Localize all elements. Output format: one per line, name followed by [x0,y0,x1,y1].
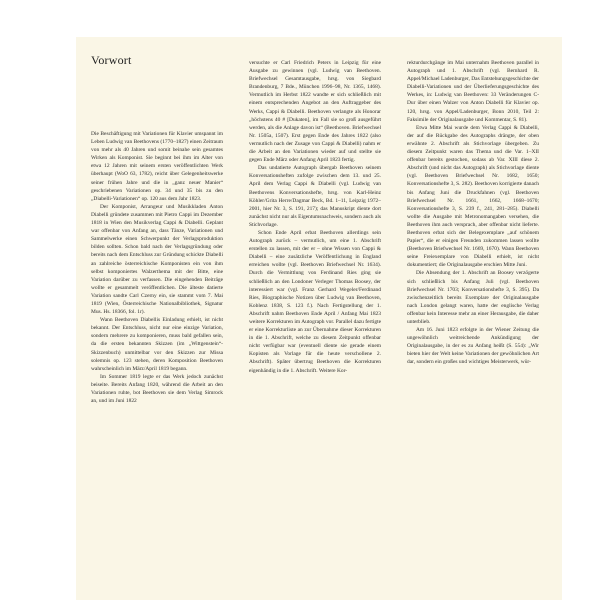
paragraph: rekturdurchgänge im Mai unternahm Beethoven parallel in Autograph und 1. Abschrift (vgl. Bernhard R. Appel/Michael Ladenburger, Das Entstehungsgeschichte der Diabelli-Variationen und der Überlieferungsgeschichte des Werkes, in: Ludwig van Beethoven: 33 Veränderungen C-Dur über einen Walzer von Anton Diabelli für Klavier op. 120, hrsg. von Appel/Ladenburger, Bonn 2010, Teil 2: Faksimile der Originalausgabe und Kommentar, S. 81). [407,60,539,123]
paragraph: Der Komponist, Arrangeur und Musikkladen Anton Diabelli gründete zusammen mit Pietro Cappi im Dezember 1818 in Wien den Musikverlag Cappi & Diabelli. Geplant war offenbar von Anfang an, dass Tänze, Variationen und Sammelwerke einen Schwerpunkt der Verlagsproduktion bilden sollten. Schon bald nach der Verlagsgründung oder bereits nach dem Entschluss zur Gründung schickte Diabelli an zahlreiche österreichische Komponisten ein von ihm selbst komponiertes Walzerthema mit der Bitte, eine Variation darüber zu verfassen. Die eingehenden Beiträge wollte er gesammelt veröffentlichen. Die älteste datierte Variation sandte Carl Czerny ein, sie stammt vom 7. Mai 1819 (Wien, Österreichische Nationalbibliothek, Signatur Mus. Hs. 18366, fol. 1r). [91,203,223,316]
paragraph: Wann Beethoven Diabellis Einladung erhielt, ist nicht bekannt. Der Entschluss, nicht nur eine einzige Variation, sondern mehrere zu komponieren, muss bald gefallen sein, da die ersten bekannten Skizzen (im „Wittgenstein“-Skizzenbuch) unmittelbar vor den Skizzen zur Missa solemnis op. 123 stehen, deren Komposition Beethoven wahrscheinlich im März/April 1819 begann. [91,317,223,372]
paragraph: Im Sommer 1819 legte er das Werk jedoch zunächst beiseite. Bereits Anfang 1820, während die Arbeit an den Variationen ruhte, bot Beethoven sie dem Verlag Simrock an, und im Juni 1822 [91,373,223,405]
paragraph: versuchte er Carl Friedrich Peters in Leipzig für eine Ausgabe zu gewinnen (vgl. Ludwig van Beethoven. Briefwechsel Gesamtausgabe, hrsg. von Siegbard Brandenburg, 7 Bde., München 1996–98, Nr. 1365, 1468). Vermutlich im Herbst 1822 wandte er sich schließlich mit einem entsprechenden Angebot an den Auftraggeber des Werks, Cappi & Diabelli. Beethoven verlangte als Honorar „höchstens 40 # [Dukaten], im Fall sie so groß ausgeführt werden, als die Anlage davon ist“ (Beethoven. Briefwechsel Nr. 1505a, 1507). Erst gegen Ende des Jahres 1822 (also vermutlich nach der Zusage von Cappi & Diabelli) nahm er die Arbeit an den Variationen wieder auf und stellte sie gegen Ende März oder Anfang April 1823 fertig. [249,60,381,164]
document-page [76,37,562,600]
text-column-2 [249,59,381,375]
page-title: Vorwort [91,53,132,67]
paragraph: Die Beschäftigung mit Variationen für Klavier umspannt im Leben Ludwig van Beethovens (1770–1827) einen Zeitraum von mehr als 40 Jahren und somit beinahe sein gesamtes Wirken als Komponist. Sie beginnt bei ihm im Alter von etwa 12 Jahren mit seinem ersten veröffentlichten Werk überhaupt (WoO 63, 1782), reicht über Gelegenheitswerke seiner frühen Jahre und die in „ganz neuer Manier“ geschriebenen Variationen op. 34 und 35 bis zu den „Diabelli-Variationen“ op. 120 aus dem Jahr 1823. [91,131,223,202]
paragraph: Das undatierte Autograph übergab Beethoven seinem Konversationsheften zufolge zwischen dem 13. und 25. April dem Verlag Cappi & Diabelli (vgl. Ludwig van Beethovens Konversationshefte, hrsg. von Karl-Heinz Köhler/Grita Herre/Dagmar Beck, Bd. 1–11, Leipzig 1972–2001, hier Nr. 3, S. 191, 217); das Manuskript diente dort zunächst nicht nur als Eigentumsnachweis, sondern auch als Stichvorlage. [249,165,381,228]
text-column-1 [91,130,223,405]
text-column-3 [407,59,539,367]
paragraph: Etwa Mitte Mai wurde dem Verlag Cappi & Diabelli, der auf die Rückgabe des Autographs drängte, der oben erwähnte 2. Abschrift als Stichvorlage übergeben. Zu diesem Zeitpunkt waren das Thema und die Var. 1–XII offenbar bereits gestochen, sodass ab Var. XIII diese 2. Abschrift (und nicht das Autograph) als Stichvorlage diente (vgl. Beethoven Briefwechsel Nr. 1682, 1650; Konversationshefte 3, S. 282). Beethoven korrigierte danach bis Anfang Juni die Druckfahnen (vgl. Beethoven Briefwechsel Nr. 1661, 1662, 1668–1670; Konversationshefte 3, S. 239 f., 241, 281–285). Diabelli wollte die Ausgabe mit Metronomangaben versehen, die Beethoven ihm auch versprach, aber offenbar nicht lieferte. Beethoven erbat sich der Belegexemplare „auf schönem Papier“, die er einigen Freunden zukommen lassen wollte (Beethoven Briefwechsel Nr. 1669, 1670). Wann Beethoven seine Freiexemplare von Diabelli erhielt, ist nicht dokumentiert; die Originalausgabe erschien Mitte Juni. [407,124,539,269]
paragraph: Am 16. Juni 1823 erfolgte in der Wiener Zeitung die ungewöhnlich weitreichende Ankündigung der Originalausgabe, in der es zu Anfang heißt (S. 554): „Wir bieten hier der Welt keine Variationen der gewöhnlichen Art dar, sondern ein großes und wichtiges Meisterwerk, wür- [407,327,539,366]
paragraph: Die Absendung der 1. Abschrift an Boosey verzögerte sich schließlich bis Anfang Juli (vgl. Beethoven Briefwechsel Nr. 1703; Konversationshefte 3, S. 395). Da zwischenzeitlich bereits Exemplare der Originalausgabe nach London gelangt waren, hatte der englische Verlag offenbar kein Interesse mehr an einer Herausgabe, die daher unterblieb. [407,270,539,325]
paragraph: Schon Ende April erbat Beethoven allerdings sein Autograph zurück – vermutlich, um eine 1. Abschrift erstellen zu lassen, mit der er – ohne Wissen von Cappi & Diabelli – eine zusätzliche Veröffentlichung in England erreichen wollte (vgl. Beethoven Briefwechsel Nr. 1634). Durch die Vermittlung von Ferdinand Ries ging sie schließlich an den Londoner Verleger Thomas Boosey, der interessiert war (vgl. Franz Gerhard Wegeler/Ferdinand Ries, Biographische Notizen über Ludwig van Beethoven, Koblenz 1838, S. 123 f.). Nach Fertigstellung der 1. Abschrift nahm Beethoven Ende April / Anfang Mai 1823 weitere Korrekturen im Autograph vor. Parallel dazu fertigte er eine Korrekturliste an zur Übernahme dieser Korrekturen in die 1. Abschrift, welche zu diesem Zeitpunkt offenbar nicht verfügbar war (eventuell diente sie gerade einem Kopisten als Vorlage für die heute verschollene 2. Abschrift). Später übertrug Beethoven die Korrekturen eigenhändig in die 1. Abschrift. Weitere Kor- [249,229,381,374]
